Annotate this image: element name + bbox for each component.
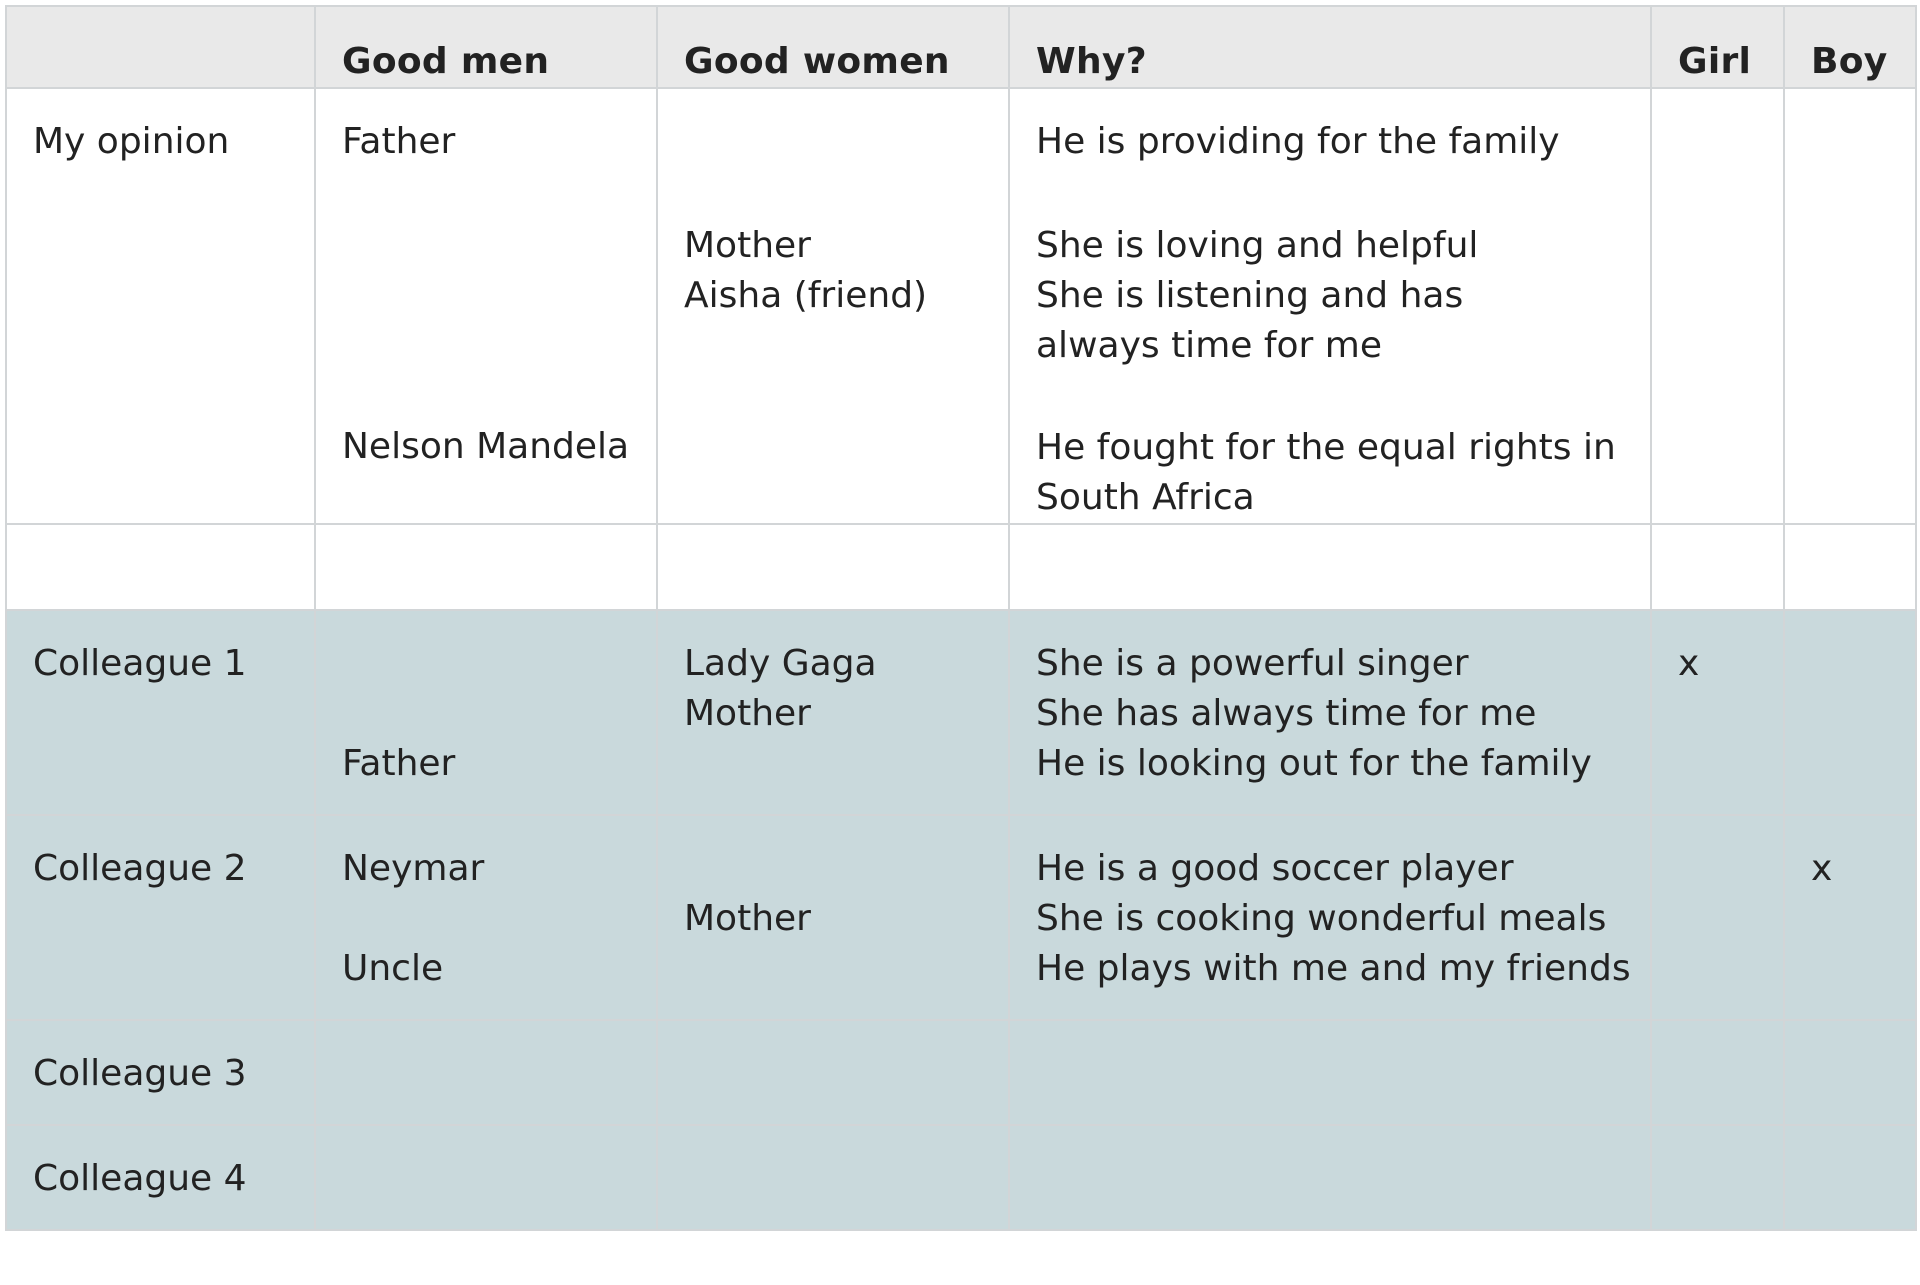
- header-good-women: Good women: [657, 6, 1009, 88]
- men-item: Father: [342, 743, 456, 784]
- table-row-colleague-2: [6, 815, 1916, 1020]
- men-item: Neymar: [342, 848, 485, 889]
- why-item: South Africa: [1036, 477, 1255, 518]
- spacer: [342, 894, 630, 944]
- table-row-colleague-3: [6, 1020, 1916, 1125]
- header-boy: Boy: [1784, 6, 1916, 88]
- women-item: Aisha (friend): [684, 275, 928, 316]
- cell-my-opinion-women: [657, 88, 1009, 524]
- header-row: [6, 6, 1916, 88]
- women-item: Mother: [684, 225, 811, 266]
- cell-colleague-2-women: [657, 815, 1009, 1020]
- cell-colleague-2-boy: x: [1784, 815, 1916, 1020]
- cell-colleague-1-boy: [1784, 610, 1916, 815]
- cell-colleague-1-why: [1009, 610, 1651, 815]
- header-why: Why?: [1009, 6, 1651, 88]
- women-item: Mother: [684, 898, 811, 939]
- cell-colleague-2-why: [1009, 815, 1651, 1020]
- why-item: He is providing for the family: [1036, 121, 1560, 162]
- women-item: Lady Gaga: [684, 643, 877, 684]
- why-item: She is cooking wonderful meals: [1036, 898, 1607, 939]
- empty-cell: [1009, 1020, 1651, 1125]
- empty-cell: [315, 524, 657, 610]
- table-row-empty: [6, 524, 1916, 610]
- row-label-colleague-3: Colleague 3: [6, 1020, 315, 1125]
- cell-colleague-1-women: [657, 610, 1009, 815]
- cell-my-opinion-men: [315, 88, 657, 524]
- empty-cell: [1784, 1125, 1916, 1230]
- empty-cell: [315, 1125, 657, 1230]
- why-item: She has always time for me: [1036, 693, 1537, 734]
- spacer: [342, 639, 630, 739]
- table-row-colleague-4: [6, 1125, 1916, 1230]
- row-label-colleague-1: Colleague 1: [6, 610, 315, 815]
- header-girl: Girl: [1651, 6, 1784, 88]
- header-good-men: Good men: [315, 6, 657, 88]
- spacer: [684, 844, 982, 894]
- cell-colleague-2-men: [315, 815, 657, 1020]
- table-row-colleague-1: [6, 610, 1916, 815]
- cell-my-opinion-girl: [1651, 88, 1784, 524]
- why-item: He fought for the equal rights in: [1036, 427, 1616, 468]
- row-label-colleague-4: Colleague 4: [6, 1125, 315, 1230]
- why-item: He is a good soccer player: [1036, 848, 1514, 889]
- empty-cell: [1009, 1125, 1651, 1230]
- why-item: She is listening and has: [1036, 275, 1464, 316]
- cell-my-opinion-why: [1009, 88, 1651, 524]
- why-item: She is loving and helpful: [1036, 225, 1479, 266]
- empty-cell: [315, 1020, 657, 1125]
- why-item: She is a powerful singer: [1036, 643, 1469, 684]
- empty-cell: [1651, 1125, 1784, 1230]
- empty-cell: [657, 1020, 1009, 1125]
- opinion-table: [5, 5, 1917, 1231]
- row-label-my-opinion: My opinion: [6, 88, 315, 524]
- cell-colleague-1-girl: x: [1651, 610, 1784, 815]
- empty-cell: [1009, 524, 1651, 610]
- cell-my-opinion-boy: [1784, 88, 1916, 524]
- empty-cell: [1784, 1020, 1916, 1125]
- women-item: Mother: [684, 693, 811, 734]
- men-item: Father: [342, 121, 456, 162]
- men-item: Nelson Mandela: [342, 426, 630, 467]
- cell-colleague-1-men: [315, 610, 657, 815]
- spacer: [1036, 167, 1624, 221]
- men-item: Uncle: [342, 948, 444, 989]
- cell-colleague-2-girl: [1651, 815, 1784, 1020]
- empty-cell: [1784, 524, 1916, 610]
- row-label-colleague-2: Colleague 2: [6, 815, 315, 1020]
- empty-cell: [1651, 1020, 1784, 1125]
- why-item: He plays with me and my friends: [1036, 948, 1631, 989]
- spacer: [684, 117, 982, 221]
- spacer: [1036, 371, 1624, 423]
- table-row-my-opinion: [6, 88, 1916, 524]
- why-item: always time for me: [1036, 325, 1383, 366]
- empty-cell: [657, 1125, 1009, 1230]
- empty-cell: [1651, 524, 1784, 610]
- spacer: [342, 167, 630, 422]
- empty-cell: [657, 524, 1009, 610]
- why-item: He is looking out for the family: [1036, 743, 1592, 784]
- empty-cell: [6, 524, 315, 610]
- header-cell-blank: [6, 6, 315, 88]
